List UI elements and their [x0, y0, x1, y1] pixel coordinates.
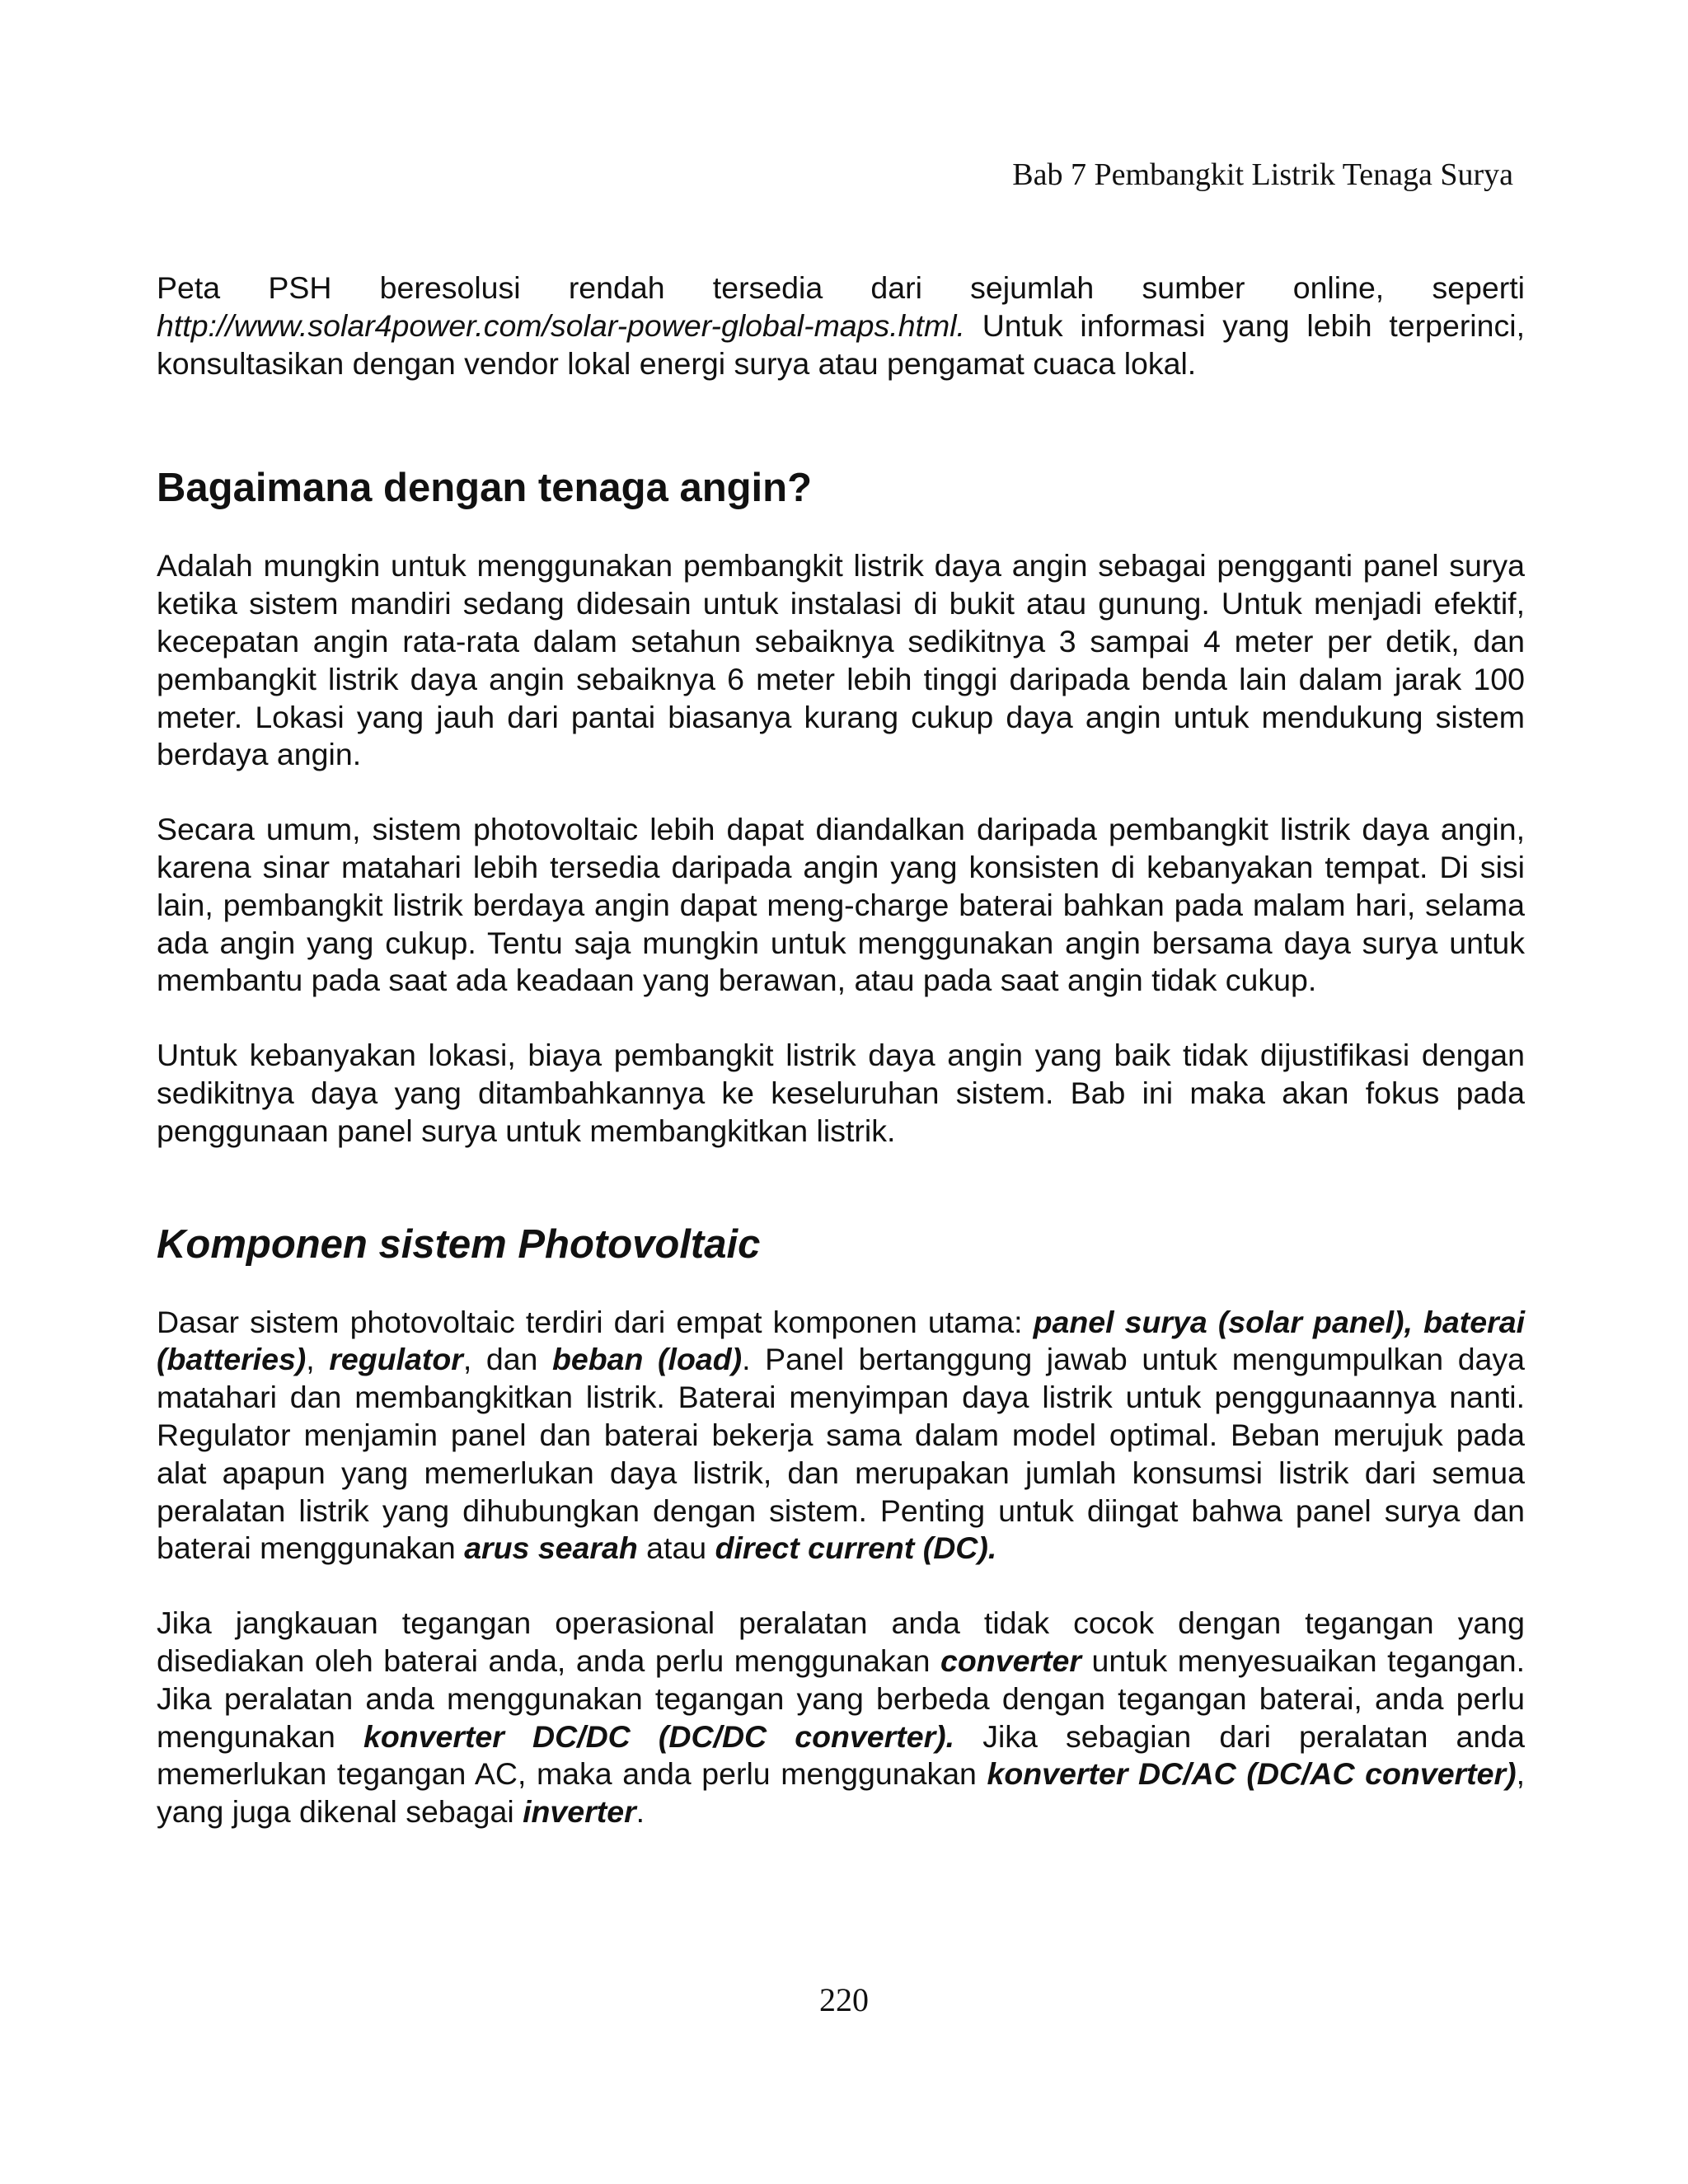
- pv-p1-text-1: Dasar sistem photovoltaic terdiri dari empat komponen utama:: [157, 1304, 1034, 1339]
- pv-term-converter: converter: [940, 1643, 1081, 1678]
- pv-term-beban: beban (load): [552, 1342, 743, 1377]
- pv-p2-text-3: Jika sebagian dari peralatan anda memerlukan tegangan AC, maka anda perlu menggunakan: [157, 1718, 1525, 1792]
- pv-paragraph-1: [157, 1304, 1525, 1568]
- running-header: Bab 7 Pembangkit Listrik Tenaga Surya: [1012, 157, 1513, 192]
- pv-section-heading: Komponen sistem Photovoltaic: [157, 1221, 761, 1267]
- pv-p1-text-2: ,: [306, 1342, 330, 1377]
- wind-section-heading: Bagaimana dengan tenaga angin?: [157, 466, 813, 511]
- pv-term-panel-baterai: panel surya (solar panel), baterai (batteries): [157, 1304, 1525, 1377]
- pv-term-inverter: inverter: [523, 1794, 636, 1830]
- page-number: 220: [819, 1981, 869, 2018]
- page-content: [157, 269, 1525, 1831]
- pv-paragraph-2: [157, 1605, 1525, 1831]
- intro-text-before: Peta PSH beresolusi rendah tersedia dari sejumlah sumber online, seperti: [157, 270, 1525, 305]
- wind-paragraph-3: Untuk kebanyakan lokasi, biaya pembangkit listrik daya angin yang baik tidak dijustifikasi dengan sedikitnya daya yang ditambahkannya ke keseluruhan sistem. Bab ini maka akan fokus pada penggunaan panel surya untuk membangkitkan listrik.: [157, 1038, 1525, 1148]
- pv-term-dcdc-converter: konverter DC/DC (DC/DC converter).: [363, 1718, 955, 1754]
- pv-p2-text-2: untuk menyesuaikan tegangan. Jika peralatan anda menggunakan tegangan yang berbeda dengan tegangan baterai, anda perlu mengunakan: [157, 1643, 1525, 1754]
- solar4power-link: http://www.solar4power.com/solar-power-global-maps.html.: [157, 307, 965, 343]
- pv-p1-text-3: , dan: [462, 1342, 553, 1377]
- pv-term-direct-current: direct current (DC).: [715, 1530, 997, 1566]
- pv-p2-text-1: Jika jangkauan tegangan operasional peralatan anda tidak cocok dengan tegangan yang disediakan oleh baterai anda, anda perlu menggunakan: [157, 1605, 1525, 1678]
- wind-paragraph-2: Secara umum, sistem photovoltaic lebih dapat diandalkan daripada pembangkit listrik daya angin, karena sinar matahari lebih tersedia daripada angin yang konsisten di kebanyakan tempat. Di sisi lain, pembangkit listrik berdaya angin dapat meng-charge baterai bahkan pada malam hari, selama ada angin yang cukup. Tentu saja mungkin untuk menggunakan angin bersama daya surya untuk membantu pada saat ada keadaan yang berawan, atau pada saat angin tidak cukup.: [157, 812, 1525, 998]
- pv-p2-text-5: .: [635, 1794, 645, 1830]
- pv-term-arus-searah: arus searah: [464, 1530, 638, 1566]
- pv-p2-text-4: , yang juga dikenal sebagai: [157, 1756, 1525, 1830]
- pv-p1-text-5: atau: [637, 1530, 715, 1566]
- pv-term-dcac-converter: konverter DC/AC (DC/AC converter): [987, 1756, 1517, 1792]
- pv-p1-text-4: . Panel bertanggung jawab untuk mengumpulkan daya matahari dan membangkitkan listrik. Baterai menyimpan daya listrik untuk penggunaannya nanti. Regulator menjamin panel dan baterai bekerja sama dalam model optimal. Beban merujuk pada alat apapun yang memerlukan daya listrik, dan merupakan jumlah konsumsi listrik dari semua peralatan listrik yang dihubungkan dengan sistem. Penting untuk diingat bahwa panel surya dan baterai menggunakan: [157, 1342, 1526, 1566]
- intro-paragraph: [157, 269, 1525, 382]
- intro-text-after: Untuk informasi yang lebih terperinci, konsultasikan dengan vendor lokal energi surya atau pengamat cuaca lokal.: [157, 307, 1525, 381]
- wind-paragraph-1: Adalah mungkin untuk menggunakan pembangkit listrik daya angin sebagai pengganti panel surya ketika sistem mandiri sedang didesain untuk instalasi di bukit atau gunung. Untuk menjadi efektif, kecepatan angin rata-rata dalam setahun sebaiknya sedikitnya 3 sampai 4 meter per detik, dan pembangkit listrik daya angin sebaiknya 6 meter lebih tinggi daripada benda lain dalam jarak 100 meter. Lokasi yang jauh dari pantai biasanya kurang cukup daya angin untuk mendukung sistem berdaya angin.: [157, 548, 1525, 772]
- pv-term-regulator: regulator: [329, 1342, 463, 1377]
